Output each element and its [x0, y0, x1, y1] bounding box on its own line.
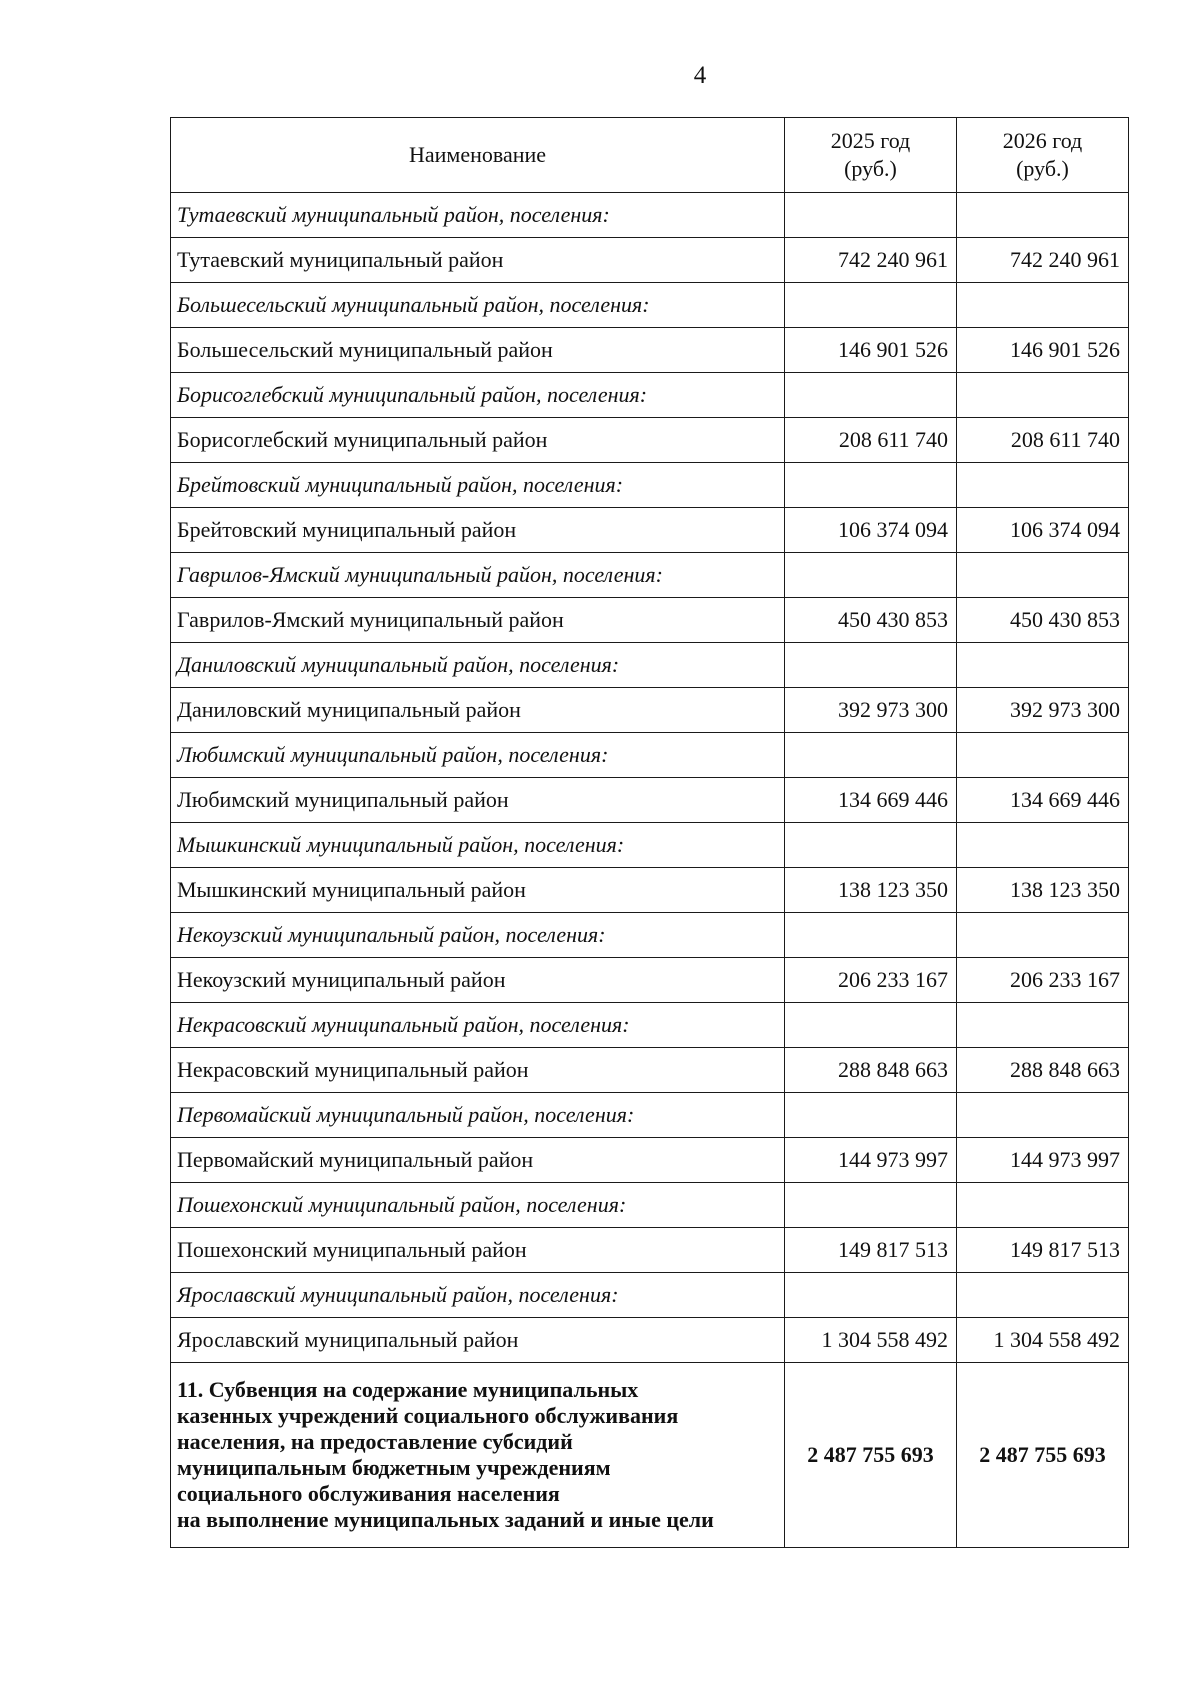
total-name-line: населения, на предоставление субсидий [177, 1429, 573, 1454]
table-row [171, 1048, 1129, 1093]
amount-2026-cell: 106 374 094 [957, 508, 1129, 553]
amount-2026-cell [957, 733, 1129, 778]
table-group-row [171, 553, 1129, 598]
table-row [171, 418, 1129, 463]
amount-2025-cell [785, 643, 957, 688]
amount-2026-cell: 288 848 663 [957, 1048, 1129, 1093]
table-group-row [171, 733, 1129, 778]
amount-2025-cell [785, 733, 957, 778]
amount-2025-cell [785, 1003, 957, 1048]
header-row [171, 118, 1129, 193]
amount-2025-cell: 149 817 513 [785, 1228, 957, 1273]
table-row [171, 1318, 1129, 1363]
table-group-row [171, 823, 1129, 868]
amount-2026-cell [957, 1003, 1129, 1048]
amount-2026-cell: 208 611 740 [957, 418, 1129, 463]
group-name-cell: Большесельский муниципальный район, поселения: [171, 283, 785, 328]
total-name-line: казенных учреждений социального обслуживания [177, 1403, 679, 1428]
total-name-cell [171, 1363, 785, 1548]
amount-2025-cell: 144 973 997 [785, 1138, 957, 1183]
header-year-2025-label: 2025 год [830, 128, 911, 153]
amount-2026-cell [957, 463, 1129, 508]
table-row [171, 688, 1129, 733]
amount-2026-cell: 134 669 446 [957, 778, 1129, 823]
total-name-line: на выполнение муниципальных заданий и иные цели [177, 1507, 714, 1532]
table-body [171, 193, 1129, 1548]
district-name-cell: Пошехонский муниципальный район [171, 1228, 785, 1273]
header-year-2025-unit: (руб.) [844, 156, 897, 181]
group-name-cell: Тутаевский муниципальный район, поселения: [171, 193, 785, 238]
district-name-cell: Некрасовский муниципальный район [171, 1048, 785, 1093]
table-row [171, 1228, 1129, 1273]
amount-2025-cell: 392 973 300 [785, 688, 957, 733]
amount-2025-cell: 450 430 853 [785, 598, 957, 643]
amount-2026-cell: 1 304 558 492 [957, 1318, 1129, 1363]
district-name-cell: Первомайский муниципальный район [171, 1138, 785, 1183]
table-group-row [171, 463, 1129, 508]
amount-2025-cell [785, 283, 957, 328]
amount-2025-cell [785, 463, 957, 508]
amount-2025-cell: 206 233 167 [785, 958, 957, 1003]
amount-2026-cell [957, 823, 1129, 868]
header-year-2026-label: 2026 год [1002, 128, 1083, 153]
district-name-cell: Брейтовский муниципальный район [171, 508, 785, 553]
amount-2026-cell: 392 973 300 [957, 688, 1129, 733]
amount-2025-cell [785, 373, 957, 418]
district-name-cell: Любимский муниципальный район [171, 778, 785, 823]
table-group-row [171, 373, 1129, 418]
group-name-cell: Даниловский муниципальный район, поселения: [171, 643, 785, 688]
amount-2026-cell [957, 643, 1129, 688]
amount-2025-cell [785, 193, 957, 238]
header-year-2025 [785, 118, 957, 193]
header-name-label: Наименование [408, 142, 547, 167]
amount-2026-cell: 146 901 526 [957, 328, 1129, 373]
table-group-row [171, 1093, 1129, 1138]
amount-2026-cell: 144 973 997 [957, 1138, 1129, 1183]
table-group-row [171, 1183, 1129, 1228]
amount-2025-cell [785, 1093, 957, 1138]
amount-2026-cell [957, 553, 1129, 598]
district-name-cell: Борисоглебский муниципальный район [171, 418, 785, 463]
amount-2025-cell [785, 553, 957, 598]
table-group-row [171, 1273, 1129, 1318]
group-name-cell: Борисоглебский муниципальный район, поселения: [171, 373, 785, 418]
amount-2026-cell: 149 817 513 [957, 1228, 1129, 1273]
amount-2026-cell [957, 283, 1129, 328]
amount-2026-cell: 138 123 350 [957, 868, 1129, 913]
district-name-cell: Некоузский муниципальный район [171, 958, 785, 1003]
amount-2026-cell [957, 193, 1129, 238]
group-name-cell: Мышкинский муниципальный район, поселения: [171, 823, 785, 868]
group-name-cell: Гаврилов-Ямский муниципальный район, поселения: [171, 553, 785, 598]
total-name-line: 11. Субвенция на содержание муниципальных [177, 1377, 639, 1402]
table-group-row [171, 193, 1129, 238]
group-name-cell: Ярославский муниципальный район, поселения: [171, 1273, 785, 1318]
amount-2025-cell [785, 823, 957, 868]
amount-2025-cell [785, 1183, 957, 1228]
district-name-cell: Тутаевский муниципальный район [171, 238, 785, 283]
table-row [171, 958, 1129, 1003]
total-name-line: муниципальным бюджетным учреждениям [177, 1455, 611, 1480]
table-group-row [171, 283, 1129, 328]
district-name-cell: Даниловский муниципальный район [171, 688, 785, 733]
amount-2026-cell [957, 1183, 1129, 1228]
header-name [171, 118, 785, 193]
table-row [171, 778, 1129, 823]
amount-2026-cell: 206 233 167 [957, 958, 1129, 1003]
table-group-row [171, 1003, 1129, 1048]
amount-2025-cell [785, 913, 957, 958]
group-name-cell: Некоузский муниципальный район, поселения: [171, 913, 785, 958]
total-amount-2025-cell: 2 487 755 693 [785, 1363, 957, 1548]
amount-2025-cell: 1 304 558 492 [785, 1318, 957, 1363]
district-name-cell: Большесельский муниципальный район [171, 328, 785, 373]
amount-2025-cell: 138 123 350 [785, 868, 957, 913]
total-row [171, 1363, 1129, 1548]
group-name-cell: Некрасовский муниципальный район, поселения: [171, 1003, 785, 1048]
group-name-cell: Пошехонский муниципальный район, поселения: [171, 1183, 785, 1228]
budget-table [170, 117, 1129, 1548]
table-row [171, 1138, 1129, 1183]
district-name-cell: Ярославский муниципальный район [171, 1318, 785, 1363]
table-row [171, 328, 1129, 373]
table-row [171, 868, 1129, 913]
table-row [171, 238, 1129, 283]
amount-2025-cell: 742 240 961 [785, 238, 957, 283]
header-year-2026-unit: (руб.) [1016, 156, 1069, 181]
amount-2025-cell: 134 669 446 [785, 778, 957, 823]
district-name-cell: Мышкинский муниципальный район [171, 868, 785, 913]
page-number: 4 [693, 62, 707, 89]
table-header [171, 118, 1129, 193]
amount-2026-cell: 450 430 853 [957, 598, 1129, 643]
amount-2026-cell [957, 373, 1129, 418]
table-row [171, 598, 1129, 643]
amount-2025-cell [785, 1273, 957, 1318]
amount-2026-cell: 742 240 961 [957, 238, 1129, 283]
table-group-row [171, 643, 1129, 688]
table-row [171, 508, 1129, 553]
amount-2025-cell: 288 848 663 [785, 1048, 957, 1093]
total-name-line: социального обслуживания населения [177, 1481, 560, 1506]
amount-2025-cell: 146 901 526 [785, 328, 957, 373]
amount-2026-cell [957, 913, 1129, 958]
total-amount-2026-cell: 2 487 755 693 [957, 1363, 1129, 1548]
amount-2025-cell: 208 611 740 [785, 418, 957, 463]
header-year-2026 [957, 118, 1129, 193]
amount-2026-cell [957, 1273, 1129, 1318]
group-name-cell: Первомайский муниципальный район, поселения: [171, 1093, 785, 1138]
table-group-row [171, 913, 1129, 958]
amount-2026-cell [957, 1093, 1129, 1138]
group-name-cell: Брейтовский муниципальный район, поселения: [171, 463, 785, 508]
amount-2025-cell: 106 374 094 [785, 508, 957, 553]
group-name-cell: Любимский муниципальный район, поселения: [171, 733, 785, 778]
district-name-cell: Гаврилов-Ямский муниципальный район [171, 598, 785, 643]
